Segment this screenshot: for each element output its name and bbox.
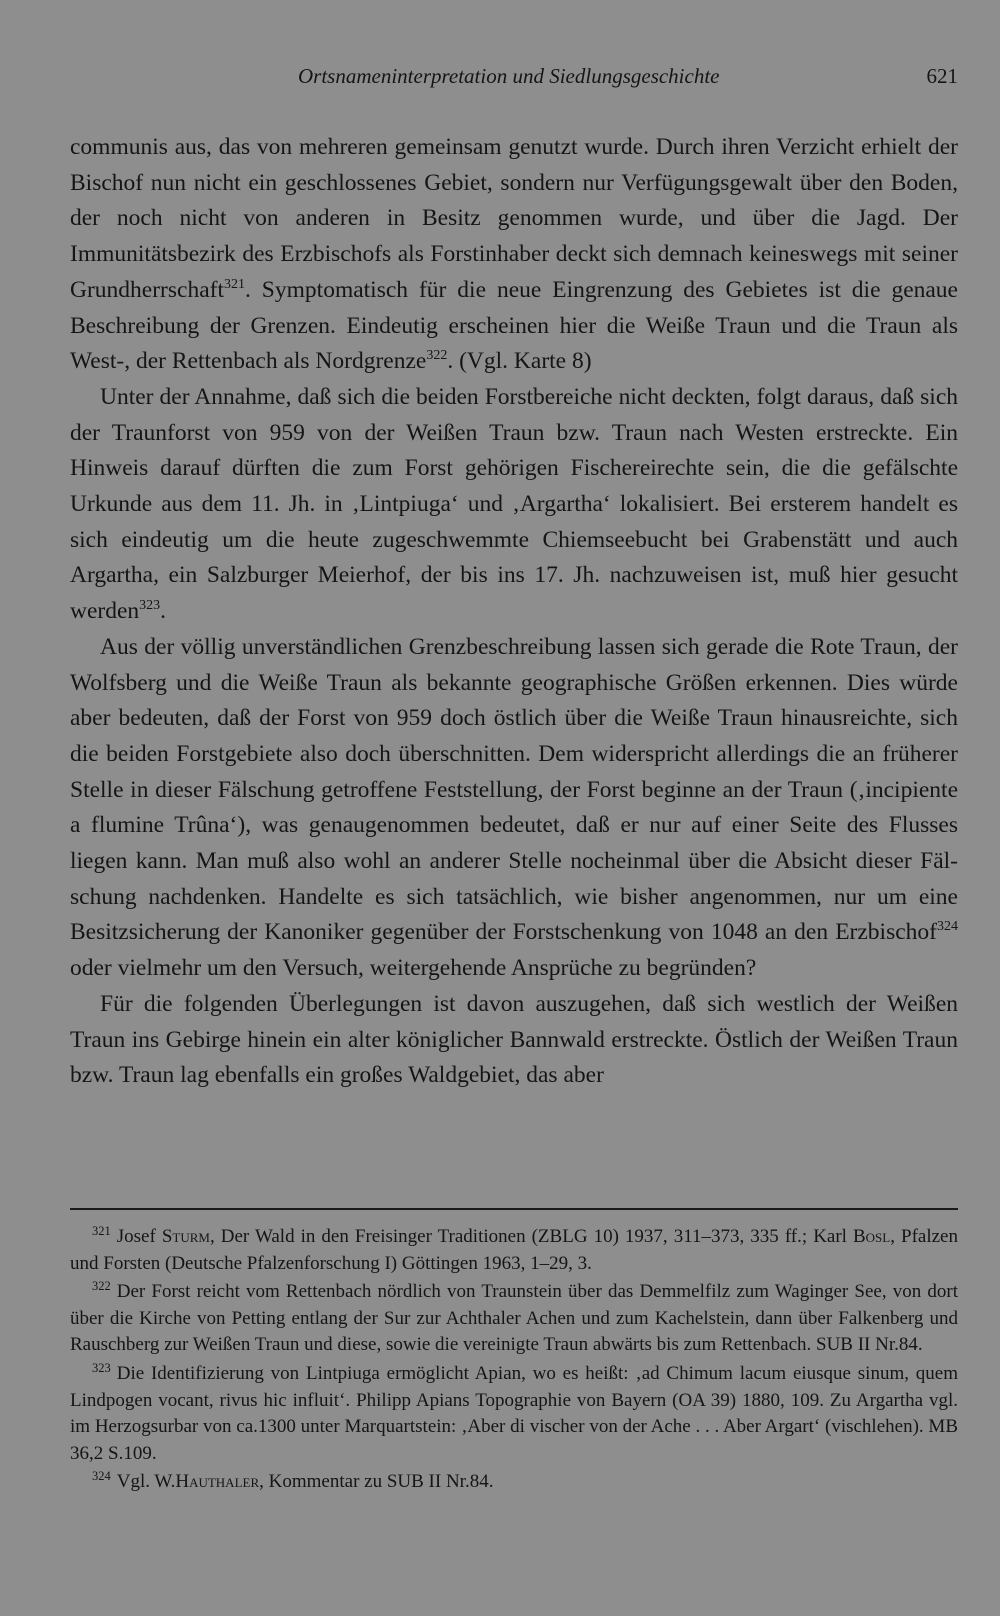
footnote-text: , Der Wald in den Freisinger Traditionen (ZBLG 10) 1937, 311–373, 335 ff.; Karl — [209, 1226, 853, 1247]
paragraph-1-text-c: . (Vgl. Karte 8) — [447, 348, 592, 375]
footnote-text: , Kommentar zu SUB II Nr.84. — [259, 1471, 494, 1493]
footnote-text: Der Forst reicht vom Rettenbach nördlich von Traunstein über das Demmelfilz zum Waginger See, von dort über die Kirche von Petting entlang der Sur zur Achthaler Achen und zum Kachelstein, dann über Falkenberg und Rauschberg zur Weißen Traun und diese, sowie die vereinigte Traun abwärts bis zum Rettenbach. SUB II Nr.84. — [70, 1281, 958, 1356]
paragraph-3-text-a: Aus der völlig unverständlichen Grenzbeschreibung lassen sich gerade die Rote Traun, der Wolfsberg und die Weiße Traun als bekannte geographische Größen erkennen. Dies würde aber bedeuten, daß der Forst von 959 doch östlich über die Weiße Traun hinausreichte, sich die beiden Forstgebiete also doch überschnitten. Dem widerspricht allerdings die an früherer Stelle in dieser Fälschung getroffene Feststellung, der Forst beginne an der Traun (‚incipiente a flumine Trûna‘), was genaugenommen bedeutet, daß er nur auf einer Seite des Flusses liegen kann. Man muß also wohl an anderer Stelle nocheinmal über die Absicht dieser Fälschung nachdenken. Handelte es sich tatsächlich, wie bisher angenommen, nur um eine Besitzsicherung der Kanoniker gegenüber der Forstschenkung von 1048 an den Erzbischof — [70, 633, 958, 946]
paragraph-1 — [70, 130, 958, 380]
footnote-number: 322 — [92, 1279, 111, 1294]
footnote-ref-323: 323 — [139, 598, 161, 614]
paragraph-2-text-b: . — [160, 598, 167, 625]
body-text — [70, 130, 958, 1094]
running-head — [70, 64, 958, 94]
footnote-text: Josef — [116, 1226, 162, 1247]
footnote-322 — [70, 1279, 958, 1359]
paragraph-4: Für die folgenden Überlegungen ist davon auszugehen, daß sich westlich der Weißen Traun ins Gebirge hinein ein alter königlicher Bannwald erstreckte. Östlich der Weißen Traun bzw. Traun lag ebenfalls ein großes Waldgebiet, das aber — [70, 990, 958, 1089]
author-name: Bosl — [853, 1226, 891, 1247]
footnote-number: 321 — [92, 1224, 111, 1238]
footnotes — [70, 1224, 958, 1498]
paragraph-3-text-b: oder vielmehr um den Versuch, weitergehende Ansprüche zu begründen? — [70, 955, 757, 982]
footnote-text: Die Identifizierung von Lintpiuga ermöglicht Apian, wo es heißt: ‚ad Chimum lacum eiusque sinum, quem Lindpogen vocant, rivus hic influit‘. Philipp Apians Topographie von Bayern (OA 39) 1880, 109. Zu Argartha vgl. im Herzogsurbar von ca.1300 unter Marquartstein: ‚Aber di vischer von der Ache . . . Aber Argart‘ (vischlehen). MB 36,2 S.109. — [70, 1362, 958, 1464]
footnote-text: Vgl. W. — [116, 1471, 176, 1493]
footnote-ref-322: 322 — [426, 348, 448, 364]
footnote-324 — [70, 1469, 958, 1496]
footnote-separator — [70, 1208, 958, 1210]
paragraph-1-text-a: communis aus, das von mehreren gemeinsam genutzt wurde. Durch ihren Verzicht erhielt der Bischof nun nicht ein geschlossenes Gebiet, sondern nur Verfügungsgewalt über den Boden, der noch nicht von anderen in Besitz genommen wurde, und über die Jagd. Der Immunitätsbezirk des Erzbischofs als Forstinhaber deckt sich demnach keineswegs mit seiner Grundherrschaft — [70, 134, 958, 303]
running-title: Ortsnameninterpretation und Siedlungsgeschichte — [298, 64, 720, 88]
paragraph-2 — [70, 380, 958, 630]
footnote-number: 324 — [92, 1469, 111, 1484]
footnote-ref-324: 324 — [937, 919, 958, 935]
paragraph-3 — [70, 630, 958, 987]
footnote-ref-321: 321 — [224, 276, 245, 292]
footnote-number: 323 — [92, 1360, 111, 1375]
paragraph-1-text-b: . Symptomatisch für die neue Eingrenzung des Gebietes ist die genaue Beschreibung der Grenzen. Eindeutig erscheinen hier die Weiße Traun und die Traun als West-, der Rettenbach als Nordgrenze — [70, 276, 958, 375]
page-number: 621 — [926, 64, 958, 88]
footnote-323 — [70, 1361, 958, 1467]
footnote-321 — [70, 1224, 958, 1277]
paragraph-2-text-a: Unter der Annahme, daß sich die beiden Forstbereiche nicht deckten, folgt daraus, daß sich der Traunforst von 959 von der Weißen Traun bzw. Traun nach Westen erstreckte. Ein Hinweis darauf dürften die zum Forst gehörigen Fischereirechte sein, die die gefälschte Urkunde aus dem 11. Jh. in ‚Lintpiuga‘ und ‚Argartha‘ lokalisiert. Bei ersterem handelt es sich eindeutig um die heute zugeschwemmte Chiemseebucht bei Grabenstätt und auch Argartha, ein Salzburger Meierhof, der bis ins 17. Jh. nachzuweisen ist, muß hier gesucht werden — [70, 383, 958, 625]
author-name: Hauthaler — [175, 1471, 260, 1493]
author-name: Sturm — [161, 1226, 210, 1247]
footnote-text: , Pfalzen und Forsten (Deutsche Pfalzenforschung I) Göttingen 1963, 1–29, 3. — [70, 1226, 958, 1274]
